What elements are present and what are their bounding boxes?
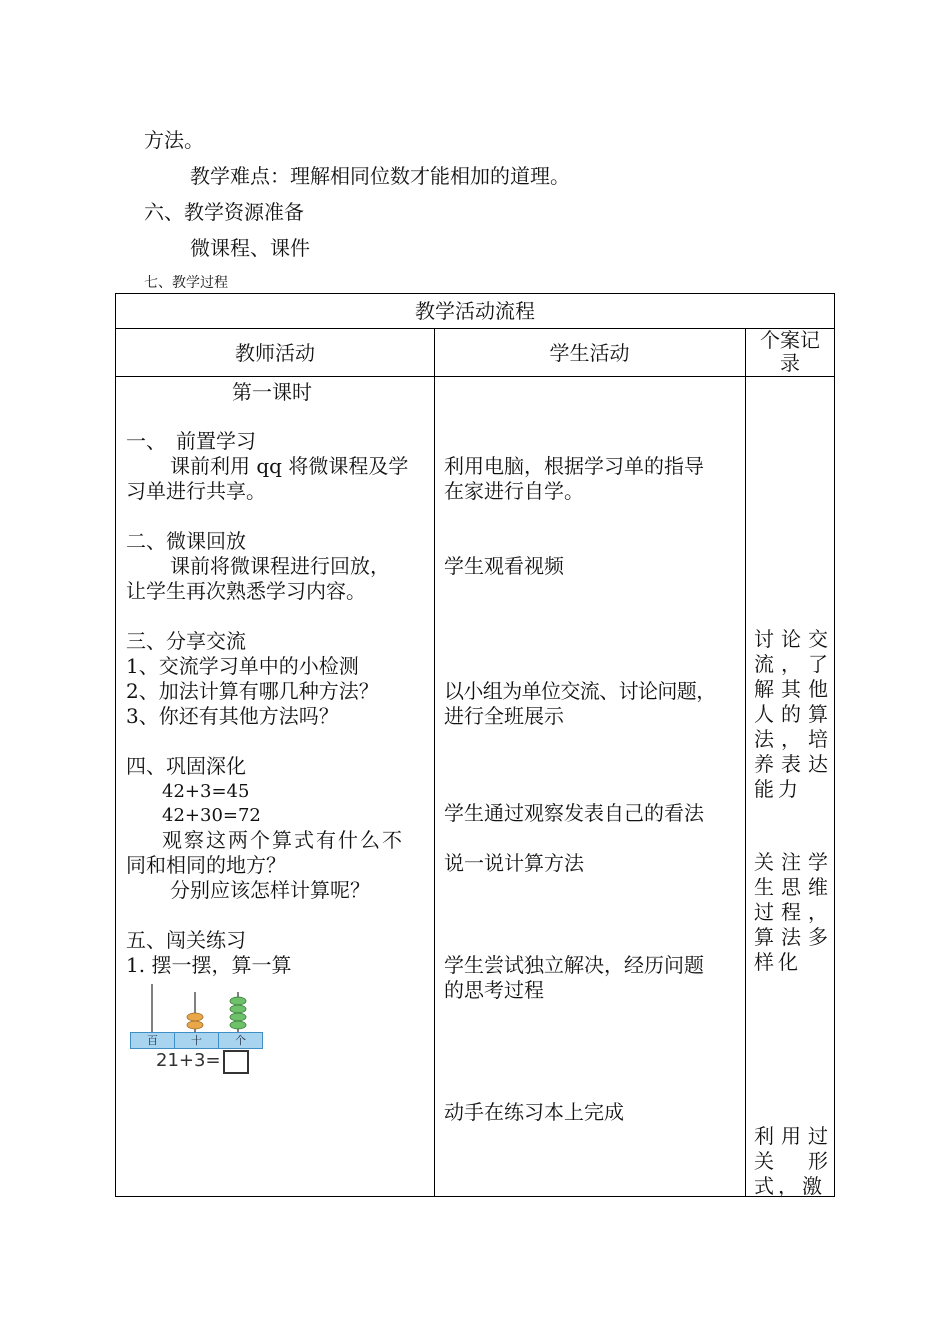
- teacher-section-4-title: 四、巩固深化: [126, 754, 246, 778]
- abacus-illustration: [130, 984, 265, 1079]
- teaching-difficulty: 教学难点：理解相同位数才能相加的道理。: [190, 164, 570, 188]
- student-activity: 学生尝试独立解决，经历问题: [444, 953, 704, 977]
- intro-line-method: 方法。: [144, 128, 204, 152]
- teacher-section-3-item: 3、你还有其他方法吗？: [126, 704, 339, 728]
- student-activity: 在家进行自学。: [444, 479, 584, 503]
- teacher-section-3-item: 2、加法计算有哪几种方法？: [126, 679, 379, 703]
- equation: 42+3=45: [162, 781, 250, 802]
- section-process-heading: 七、教学过程: [144, 275, 228, 291]
- teacher-section-5-title: 五、闯关练习: [126, 928, 246, 952]
- teacher-section-2-text: 课前将微课程进行回放，: [170, 554, 390, 578]
- student-activity: 进行全班展示: [444, 704, 564, 728]
- student-activity: 动手在练习本上完成: [444, 1100, 624, 1124]
- abacus-equation: 21+3=: [156, 1050, 221, 1071]
- abacus-col-tens: 十: [175, 1033, 219, 1048]
- student-activity: 的思考过程: [444, 978, 544, 1002]
- student-activity: 利用电脑，根据学习单的指导: [444, 454, 704, 478]
- answer-box: [223, 1050, 249, 1074]
- table-divider: [116, 328, 834, 329]
- teacher-section-4-question: 同和相同的地方？: [126, 853, 286, 877]
- header-case-notes: 个案记录: [760, 328, 820, 375]
- resources-list: 微课程、课件: [190, 236, 310, 260]
- teacher-section-2-text: 让学生再次熟悉学习内容。: [126, 579, 366, 603]
- case-note: 利用过关 形式，激: [754, 1124, 832, 1198]
- header-student-activity: 学生活动: [549, 341, 630, 365]
- equation: 42+30=72: [162, 805, 261, 826]
- table-title: 教学活动流程: [415, 299, 535, 323]
- teaching-process-table: [115, 293, 835, 1197]
- teacher-section-1-title: 一、 前置学习: [126, 429, 256, 453]
- table-divider: [116, 376, 834, 377]
- teacher-section-3-item: 1、交流学习单中的小检测: [126, 654, 359, 678]
- teacher-section-2-title: 二、微课回放: [126, 529, 246, 553]
- teacher-section-1-text: 课前利用 qq 将微课程及学: [170, 454, 409, 478]
- section-resources-heading: 六、教学资源准备: [144, 200, 304, 224]
- teacher-section-3-title: 三、分享交流: [126, 629, 246, 653]
- teacher-section-4-question: 分别应该怎样计算呢？: [170, 878, 370, 902]
- student-activity: 以小组为单位交流、讨论问题，: [444, 679, 716, 703]
- lesson-label: 第一课时: [232, 380, 312, 404]
- abacus-col-ones: 个: [235, 1034, 246, 1047]
- teacher-section-1-text: 习单进行共享。: [126, 479, 266, 503]
- student-activity: 学生观看视频: [444, 554, 564, 578]
- case-note: 关注学生思维过程，算法多样化: [754, 850, 832, 974]
- teacher-section-4-question: 观察这两个算式有什么不: [162, 828, 404, 852]
- teacher-section-5-item: 1. 摆一摆，算一算: [126, 953, 292, 977]
- column-divider: [745, 328, 746, 1196]
- case-note: 讨论交流，了解其他人的算法，培养表达能力: [754, 627, 832, 801]
- student-activity: 说一说计算方法: [444, 851, 584, 875]
- abacus-base: [130, 1032, 263, 1049]
- header-teacher-activity: 教师活动: [235, 341, 315, 365]
- abacus-col-hundreds: 百: [131, 1033, 175, 1048]
- student-activity: 学生通过观察发表自己的看法: [444, 801, 704, 825]
- column-divider: [434, 328, 435, 1196]
